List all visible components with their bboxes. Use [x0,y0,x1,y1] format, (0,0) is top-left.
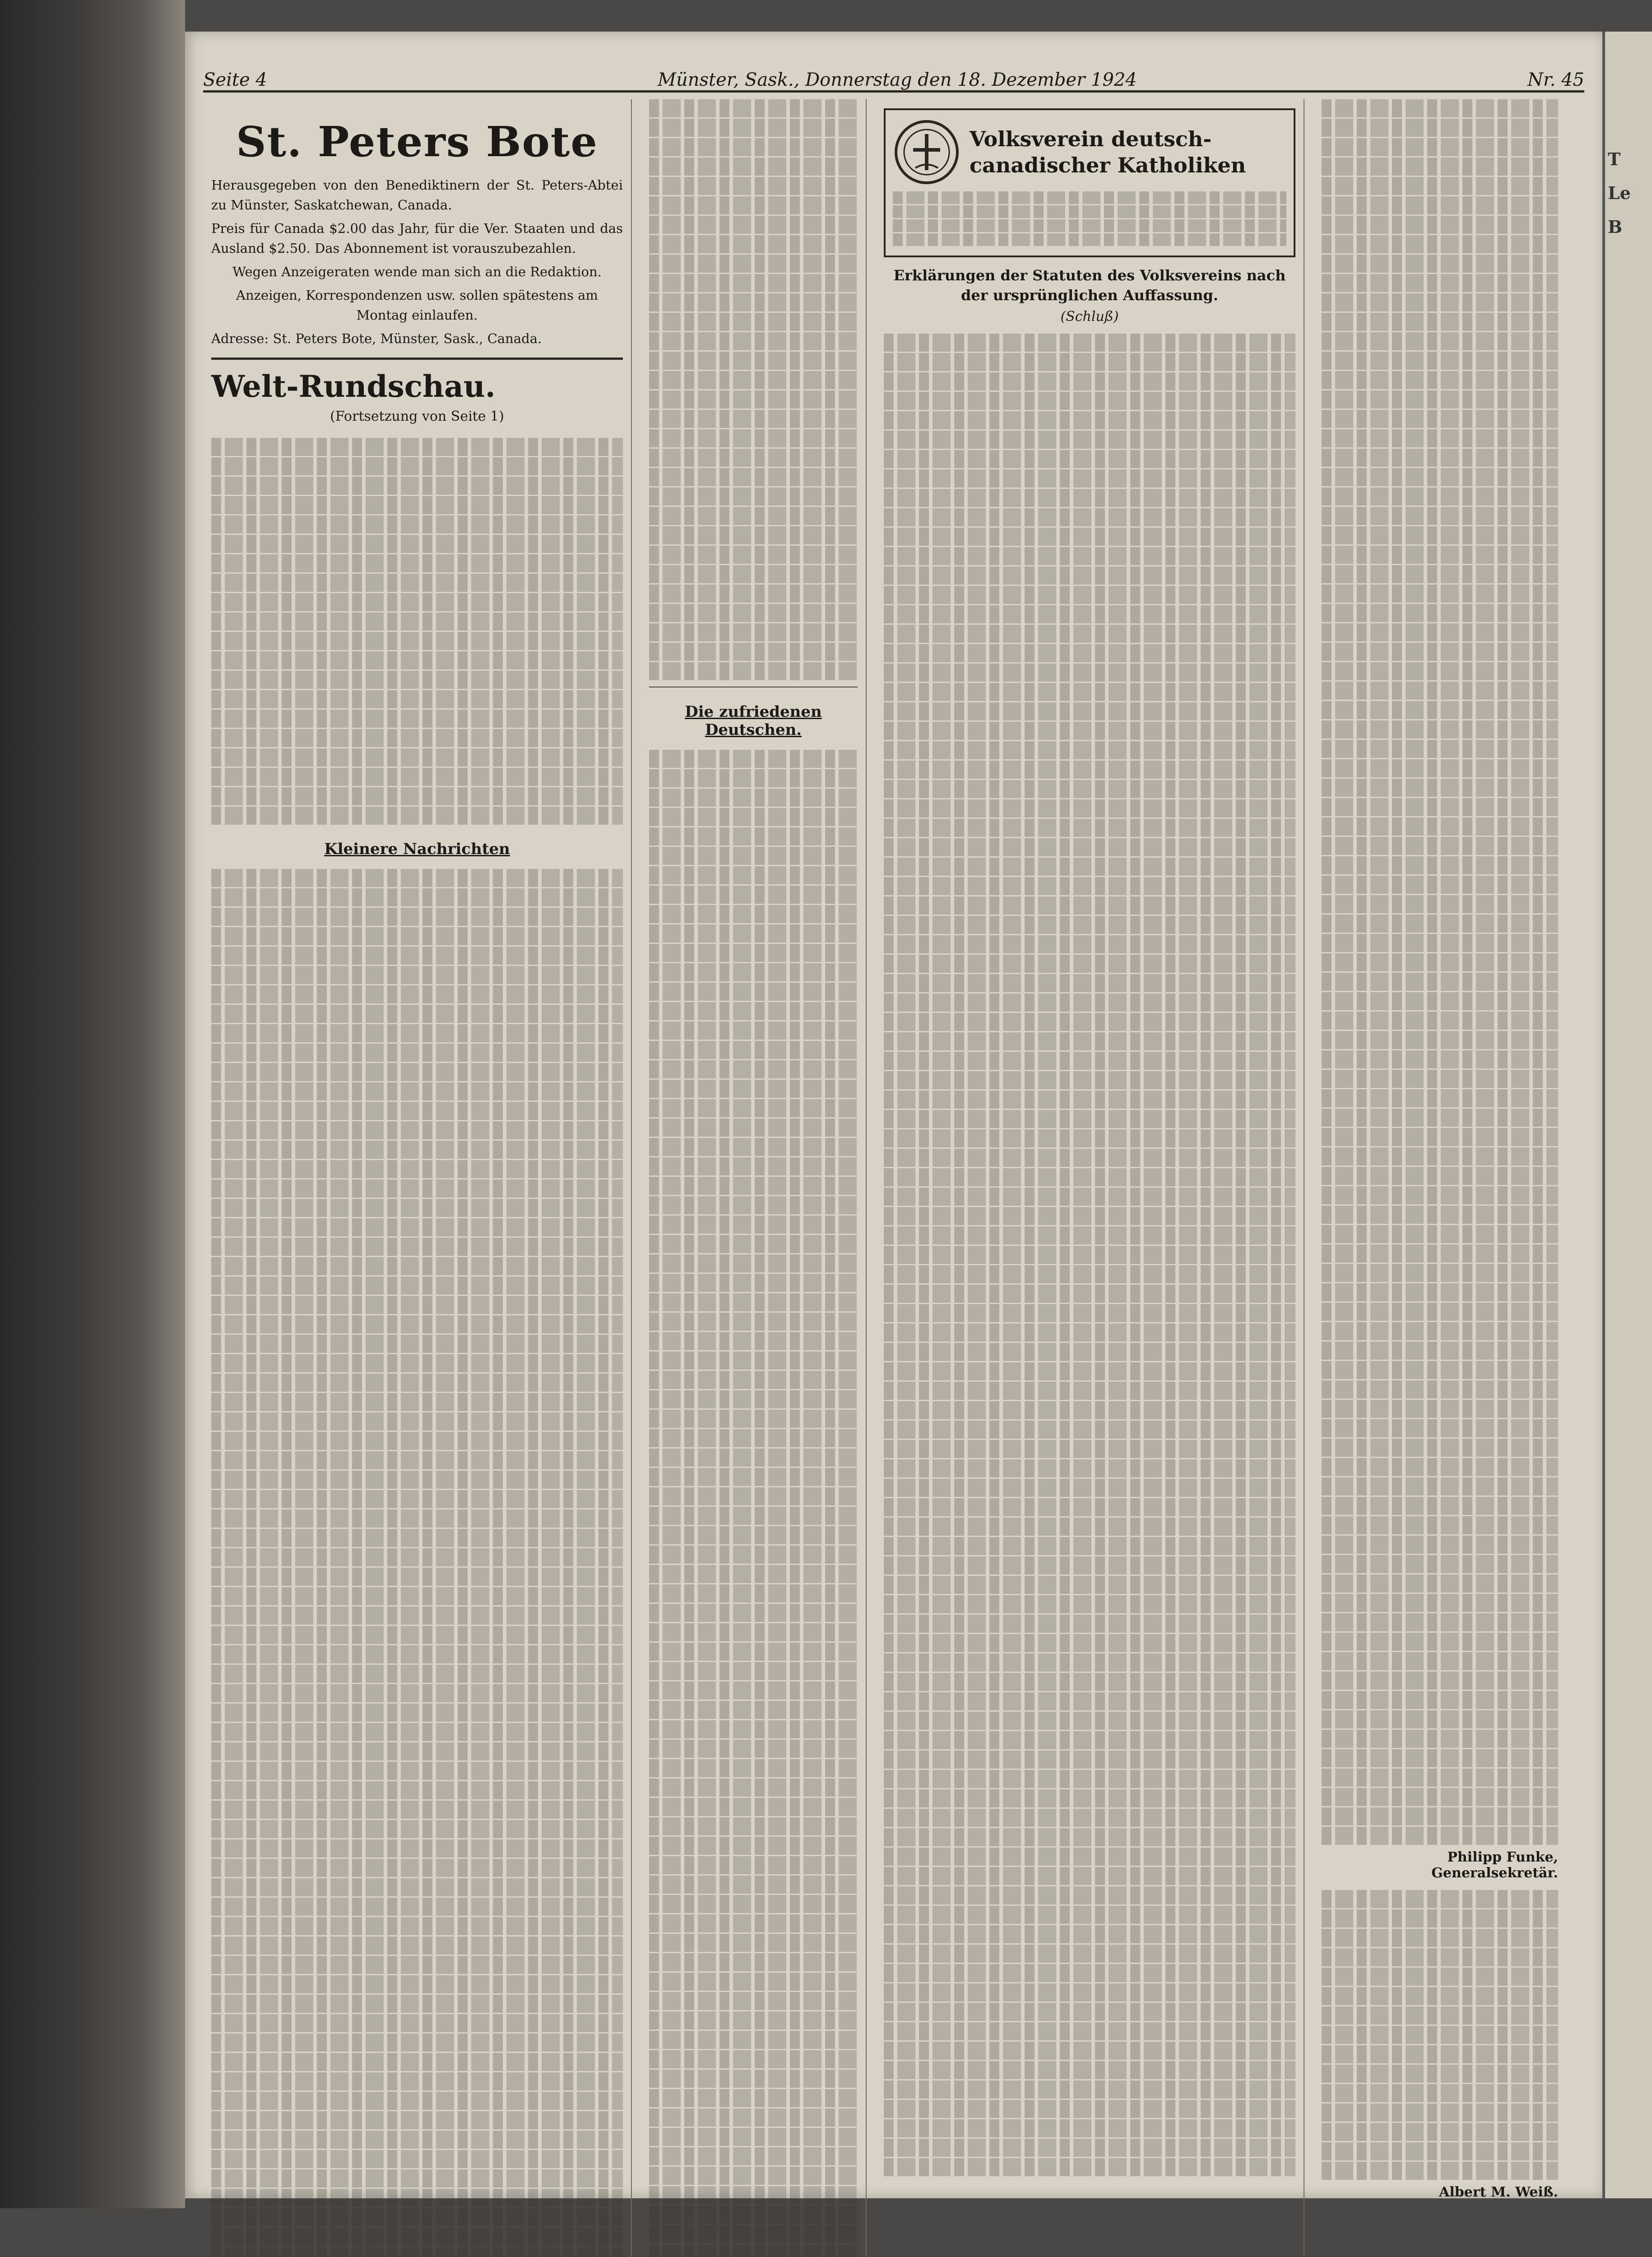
newspaper-page [185,32,1602,2198]
column-4 [1313,99,1566,2257]
signature-funke: Philipp Funke, Generalsekretär. [1431,1849,1558,1881]
masthead-address: Adresse: St. Peters Bote, Münster, Sask., Canada. [211,331,542,346]
columns [203,99,1584,2200]
association-seal-icon [893,118,961,186]
issue-number: Nr. 45 [1527,70,1584,90]
column-1 [203,99,632,2257]
page-header [203,59,1584,93]
masthead-publisher: Herausgegeben von den Benediktinern der St. Peters-Abtei zu Münster, Saskatchewan, Canada. [211,177,623,213]
article-text-block [649,99,858,680]
article-text-block [884,334,1295,2176]
dateline: Münster, Sask., Donnerstag den 18. Dezember 1924 [658,70,1137,90]
binding-edge [0,0,185,2208]
statute-conclusion-note: (Schluß) [1060,309,1119,325]
masthead-ads: Wegen Anzeigeraten wende man sich an die Redaktion. [232,264,602,279]
subhead-kleinere: Kleinere Nachrichten [324,840,510,858]
masthead-rule [211,358,623,360]
article-text-block [211,869,623,2257]
next-page-fragment: Le [1608,183,1631,203]
next-page-fragment: T [1608,149,1621,169]
next-page-fragment: B [1608,217,1623,237]
article-text-block [1322,99,1558,1845]
officers-list [893,191,1286,246]
next-page-edge [1602,32,1652,2198]
article-text-block [649,750,858,2257]
article-text-block [211,438,623,825]
continued-note: (Fortsetzung von Seite 1) [330,409,504,424]
association-title: Volksverein deutsch-canadischer Katholiken [970,127,1246,177]
statute-headline: Erklärungen der Statuten des Volksvereins nach der ursprünglichen Auffassung. [893,267,1286,304]
column-3 [876,99,1304,2257]
article-text-block [1322,1890,1558,2180]
section-title-weltrundschau: Welt-Rundschau. [211,369,496,404]
masthead-deadline: Anzeigen, Korrespondenzen usw. sollen spätestens am Montag einlaufen. [236,288,598,323]
masthead-price: Preis für Canada $2.00 das Jahr, für die Ver. Staaten und das Ausland $2.50. Das Abonnement ist vorauszubezahlen. [211,221,623,256]
signature-weiss: Albert M. Weiß. [1439,2184,1558,2200]
masthead-title: St. Peters Bote [236,117,598,166]
association-header [884,108,1295,257]
column-2 [641,99,867,2257]
headline-zufriedenen-deutschen: Die zufriedenen Deutschen. [685,703,822,739]
page-number: Seite 4 [203,70,267,90]
